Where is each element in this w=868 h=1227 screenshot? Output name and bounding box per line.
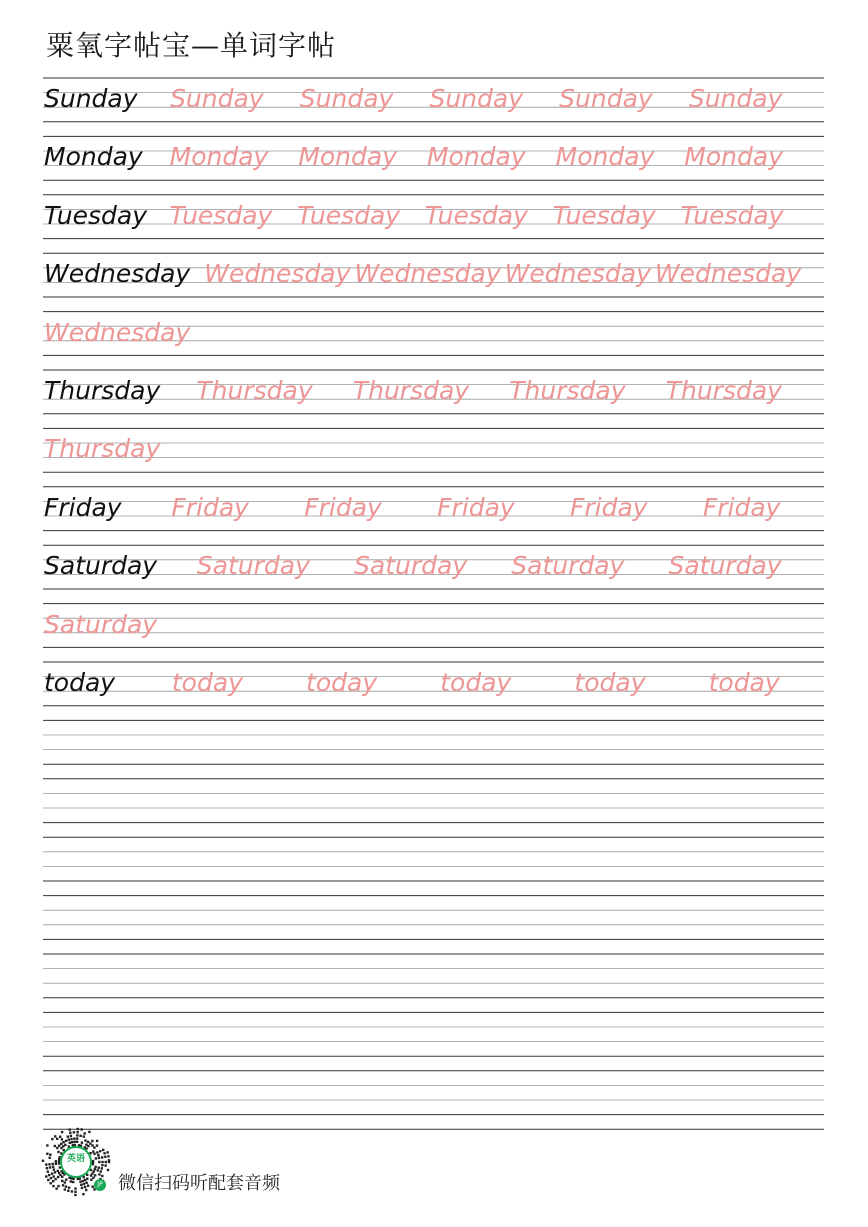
qr-corner-badge: JP <box>94 1179 106 1191</box>
trace-word: today <box>574 668 646 697</box>
practice-row <box>0 429 868 469</box>
trace-word: Friday <box>437 492 515 522</box>
model-word: Sunday <box>44 84 138 113</box>
model-word: Monday <box>44 142 143 172</box>
trace-word: Sunday <box>170 84 264 113</box>
trace-word: Friday <box>304 492 382 522</box>
model-word: Wednesday <box>44 259 191 289</box>
page-title: 粟氧字帖宝—单词字帖 <box>46 29 337 62</box>
footer <box>40 1126 440 1198</box>
trace-word: Wednesday <box>204 259 351 289</box>
practice-row <box>0 488 868 528</box>
trace-word: Thursday <box>44 434 161 464</box>
practice-row <box>0 196 868 236</box>
practice-row <box>0 605 868 645</box>
trace-word: Thursday <box>352 376 470 405</box>
practice-row <box>0 371 868 411</box>
trace-word: Wednesday <box>44 317 191 347</box>
trace-word: Tuesday <box>297 200 401 230</box>
practice-row <box>0 79 868 119</box>
trace-word: Saturday <box>511 551 625 581</box>
practice-row <box>0 546 868 586</box>
trace-word: Saturday <box>354 551 468 581</box>
trace-word: Monday <box>298 142 398 172</box>
practice-row <box>0 663 868 703</box>
trace-word: Tuesday <box>552 200 656 230</box>
trace-word: Friday <box>569 492 648 522</box>
trace-word: Saturday <box>44 609 158 639</box>
trace-word: Tuesday <box>169 200 273 230</box>
trace-word: Monday <box>169 142 269 172</box>
trace-word: Friday <box>171 492 249 522</box>
qr-badge-label: 英语 <box>66 1154 85 1164</box>
trace-word: Thursday <box>665 376 782 405</box>
trace-word: Monday <box>426 142 526 172</box>
trace-word: Tuesday <box>424 200 528 230</box>
trace-word: Wednesday <box>354 259 501 289</box>
model-word: today <box>44 668 116 697</box>
model-word: Friday <box>44 492 122 522</box>
trace-word: Saturday <box>668 551 782 581</box>
practice-row <box>0 254 868 294</box>
trace-word: Monday <box>555 142 655 172</box>
trace-word: Monday <box>684 142 783 172</box>
model-word: Saturday <box>44 551 158 581</box>
trace-word: Wednesday <box>654 259 802 289</box>
trace-word: today <box>171 668 243 697</box>
trace-word: Thursday <box>196 376 313 405</box>
trace-word: Sunday <box>299 84 394 113</box>
trace-word: Tuesday <box>680 200 784 230</box>
trace-word: Thursday <box>509 376 626 405</box>
trace-word: Sunday <box>559 84 653 113</box>
model-word: Tuesday <box>44 200 147 230</box>
practice-row <box>0 313 868 353</box>
trace-word: today <box>708 668 780 697</box>
model-word: Thursday <box>44 376 161 405</box>
scan-instruction: 微信扫码听配套音频 <box>118 1173 280 1194</box>
trace-word: Sunday <box>429 84 523 113</box>
trace-word: today <box>440 668 512 697</box>
trace-word: Saturday <box>196 551 310 581</box>
trace-word: Wednesday <box>504 259 651 289</box>
trace-word: Sunday <box>688 84 783 113</box>
trace-word: today <box>306 668 378 697</box>
trace-word: Friday <box>702 492 781 522</box>
practice-row <box>0 137 868 177</box>
